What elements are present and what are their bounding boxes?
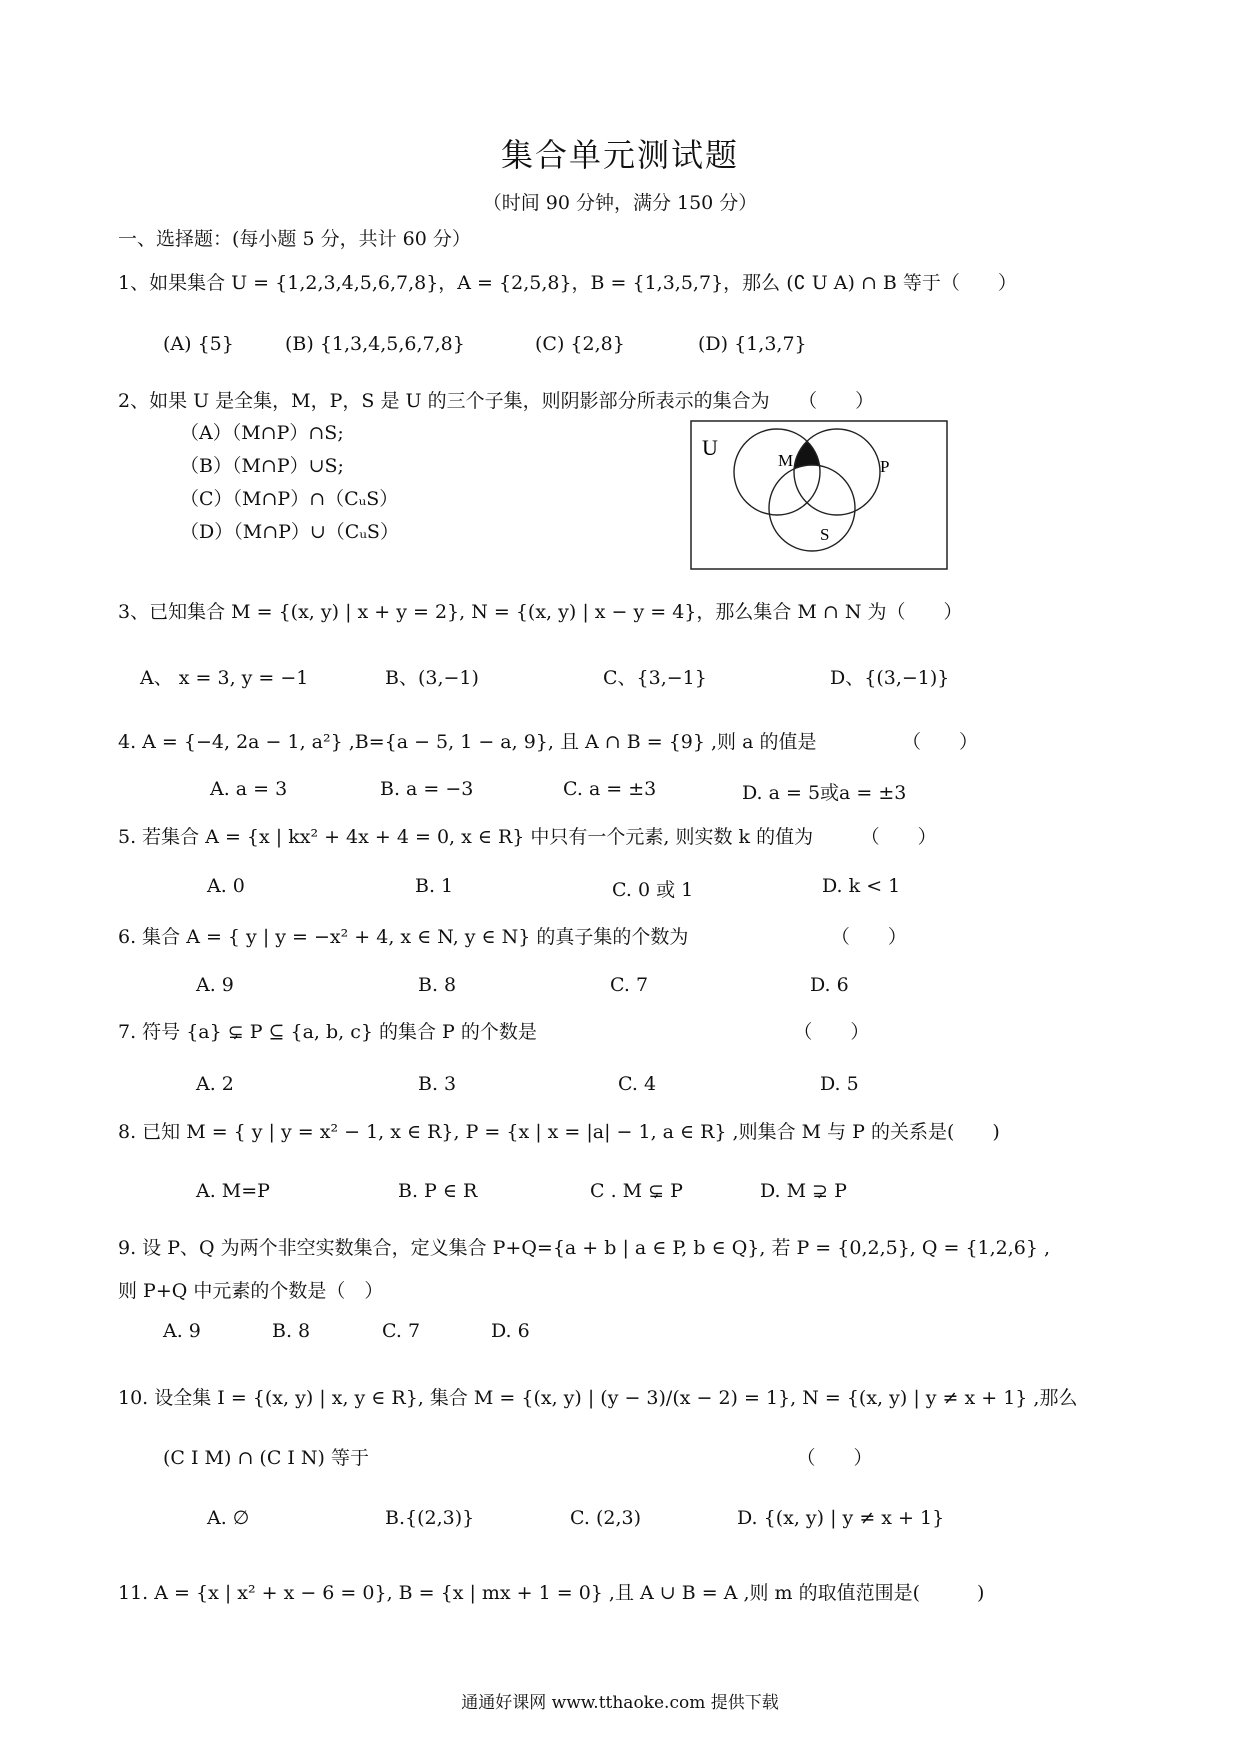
question-2-stem: 2、如果 U 是全集，M，P，S 是 U 的三个子集，则阴影部分所表示的集合为 （ ）	[118, 390, 875, 412]
question-5-stem: 5. 若集合 A = {x | kx² + 4x + 4 = 0, x ∈ R} 中只有一个元素, 则实数 k 的值为 （ ）	[118, 826, 937, 848]
question-8-stem: 8. 已知 M = { y | y = x² − 1, x ∈ R}, P = {x | x = |a| − 1, a ∈ R} ,则集合 M 与 P 的关系是( )	[118, 1121, 1000, 1143]
question-8-option-d: D. M ⊋ P	[760, 1180, 847, 1202]
question-7-option-b: B. 3	[418, 1073, 457, 1095]
question-10-option-a: A. ∅	[207, 1507, 250, 1529]
question-3-option-a: A、 x = 3, y = −1	[140, 667, 309, 689]
question-8-option-a: A. M=P	[196, 1180, 270, 1202]
question-1-option-a: (A) {5}	[163, 333, 234, 355]
question-6-option-d: D. 6	[810, 974, 849, 996]
question-10-option-d: D. {(x, y) | y ≠ x + 1}	[737, 1507, 945, 1529]
question-10-stem-line-2: (C I M) ∩ (C I N) 等于 （ ）	[163, 1447, 873, 1469]
universe-box	[691, 421, 947, 569]
venn-diagram	[690, 420, 948, 570]
question-4-option-b: B. a = −3	[380, 778, 474, 800]
question-2-option-c: （C）（M∩P）∩（CᵤS）	[180, 488, 399, 510]
question-6-stem: 6. 集合 A = { y | y = −x² + 4, x ∈ N, y ∈ N} 的真子集的个数为 （ ）	[118, 926, 907, 948]
question-5-option-b: B. 1	[415, 875, 454, 897]
page-subtitle: （时间 90 分钟，满分 150 分）	[482, 192, 758, 214]
question-5-option-c: C. 0 或 1	[612, 879, 694, 901]
question-1-option-c: (C) {2,8}	[535, 333, 625, 355]
page-title: 集合单元测试题	[500, 136, 739, 174]
question-9-option-a: A. 9	[163, 1320, 201, 1342]
question-4-option-a: A. a = 3	[210, 778, 288, 800]
question-11-stem: 11. A = {x | x² + x − 6 = 0}, B = {x | mx + 1 = 0} ,且 A ∪ B = A ,则 m 的取值范围是( )	[118, 1582, 985, 1604]
question-3-option-b: B、(3,−1)	[385, 667, 479, 689]
section-title: 一、选择题：(每小题 5 分，共计 60 分）	[118, 228, 471, 250]
question-6-option-c: C. 7	[610, 974, 649, 996]
question-3-option-c: C、{3,−1}	[603, 667, 707, 689]
question-5-option-d: D. k < 1	[822, 875, 901, 897]
question-1-stem: 1、如果集合 U = {1,2,3,4,5,6,7,8}，A = {2,5,8}，B = {1,3,5,7}，那么 (∁ U A) ∩ B 等于（ ）	[118, 272, 1017, 294]
question-9-option-b: B. 8	[272, 1320, 311, 1342]
question-9-stem-line-2: 则 P+Q 中元素的个数是（ ）	[118, 1280, 384, 1302]
question-2-option-a: （A）（M∩P）∩S;	[180, 422, 344, 444]
question-1-option-b: (B) {1,3,4,5,6,7,8}	[285, 333, 465, 355]
question-7-option-d: D. 5	[820, 1073, 859, 1095]
question-8-option-b: B. P ∈ R	[398, 1180, 478, 1202]
question-6-option-a: A. 9	[196, 974, 234, 996]
question-6-option-b: B. 8	[418, 974, 457, 996]
page-footer: 通通好课网 www.tthaoke.com 提供下载	[461, 1693, 779, 1713]
question-7-option-a: A. 2	[196, 1073, 234, 1095]
question-2-option-b: （B）（M∩P）∪S;	[180, 455, 344, 477]
question-9-stem: 9. 设 P、Q 为两个非空实数集合，定义集合 P+Q={a + b | a ∈ P, b ∈ Q}, 若 P = {0,2,5}, Q = {1,2,6} ,	[118, 1237, 1051, 1259]
question-3-option-d: D、{(3,−1)}	[830, 667, 950, 689]
question-9-option-c: C. 7	[382, 1320, 421, 1342]
question-10-stem: 10. 设全集 I = {(x, y) | x, y ∈ R}, 集合 M = {(x, y) | (y − 3)/(x − 2) = 1}, N = {(x, y) | y ≠ x + 1} ,那么	[118, 1387, 1078, 1409]
question-4-option-d: D. a = 5或a = ±3	[742, 782, 907, 804]
label-m: M	[778, 451, 794, 470]
label-u: U	[702, 435, 718, 460]
question-1-option-d: (D) {1,3,7}	[698, 333, 807, 355]
question-4-stem: 4. A = {−4, 2a − 1, a²} ,B={a − 5, 1 − a, 9}, 且 A ∩ B = {9} ,则 a 的值是 （ ）	[118, 731, 978, 753]
question-10-option-c: C. (2,3)	[570, 1507, 641, 1529]
label-s: S	[820, 525, 830, 544]
label-p: P	[880, 457, 890, 476]
question-2-option-d: （D）（M∩P）∪（CᵤS）	[180, 521, 399, 543]
question-9-option-d: D. 6	[491, 1320, 530, 1342]
question-3-stem: 3、已知集合 M = {(x, y) | x + y = 2}, N = {(x, y) | x − y = 4}，那么集合 M ∩ N 为（ ）	[118, 601, 963, 623]
question-7-option-c: C. 4	[618, 1073, 657, 1095]
question-4-option-c: C. a = ±3	[563, 778, 657, 800]
question-5-option-a: A. 0	[207, 875, 245, 897]
question-7-stem: 7. 符号 {a} ⊊ P ⊆ {a, b, c} 的集合 P 的个数是 （ ）	[118, 1021, 870, 1043]
question-10-option-b: B.{(2,3)}	[385, 1507, 475, 1529]
question-8-option-c: C . M ⊊ P	[590, 1180, 683, 1202]
